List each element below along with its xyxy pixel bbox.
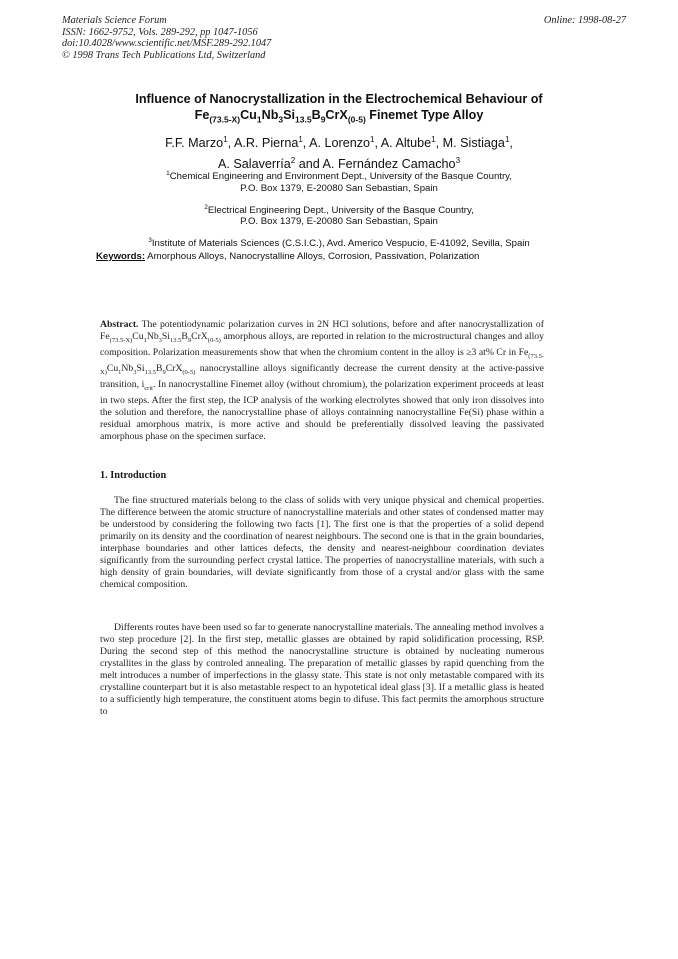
alloy-formula-inline: $Fe_{(73.5-X)}Cu_1Nb_3Si_{13.5}B_9CrX_{(0-5)}$ (100, 331, 221, 344)
journal-name: Materials Science Forum (62, 15, 167, 26)
copyright-line: © 1998 Trans Tech Publications Ltd, Switzerland (62, 49, 266, 61)
intro-paragraph-2: Differents routes have been used so far to generate nanocrystalline materials. The annealing method involves a two step procedure [2]. In the first step, metallic glasses are obtained by rapid solidification processing, RSP. During the second step of this method the nanocrystalline structure is obtained by nucleating numerous crystallites in the glass by controled annealing. The preparation of metallic glasses by rapid quenching from the melt introduces a number of imperfections in the glassy state. This state is not only metastable compared with its crystalline counterpart but it is also metastable respect to an hypotetical ideal glass [3]. If a metallic glass is heated to a sufficiently high temperature, the constituent atoms begin to difuse. This fact permits the amorphous structure to (100, 622, 544, 717)
intro-paragraph-1: The fine structured materials belong to the class of solids with very unique physical and chemical properties. The difference between the atomic structure of nanocrystalline materials and other states of condensed matter may be understood by considering the following two facts [1]. The first one is that the properties of a solid depend primarily on its density and the coordination of nearest neighbours. The second one is that in the grain boundaries, interphase boundaries and other lattices defects, the density and nearest-neighbour coordination deviates significantly from the surrounding perfect crystal lattice. The properties of nanocrystalline materials, with such a high density of grain boundaries, will deviate significantly from those of a crystal and/or glass with the same chemical composition. (100, 495, 544, 590)
alloy-formula-inline: $Fe_{(73.5-X)}Cu_1Nb_3Si_{13.5}B_9CrX_{(0-5)}$ (100, 346, 544, 376)
title-text: Influence of Nanocrystallization in the Electrochemical Behaviour of (135, 92, 543, 106)
citation-block (62, 15, 626, 61)
section-heading-introduction: 1. Introduction (100, 470, 167, 481)
affiliation-2: $^2$Electrical Engineering Dept., University of the Basque Country, P.O. Box 1379, E-20080 San Sebastian, Spain (204, 203, 474, 228)
issn-line: ISSN: 1662-9752, Vols. 289-292, pp 1047-1056 (62, 26, 258, 38)
alloy-formula: $Fe_{(73.5-X)}Cu_1Nb_3Si_{13.5}B_9CrX_{(0-5)}$ (194, 108, 366, 125)
paper-title (80, 91, 598, 128)
author-list: F.F. Marzo$^1$, A.R. Pierna$^1$, A. Lorenzo$^1$, A. Altube$^1$, M. Sistiaga$^1$, A. Salaverría$^2$ and A. Fernández Camacho$^3$ (165, 135, 513, 172)
title-suffix: Finemet Type Alloy (365, 108, 484, 122)
affiliations (60, 168, 618, 257)
affiliation-1: $^1$Chemical Engineering and Environment Dept., University of the Basque Country, P.O. Box 1379, E-20080 San Sebastian, Spain (166, 170, 512, 194)
keywords-label: Keywords: (96, 251, 146, 262)
online-date: Online: 1998-08-27 (543, 15, 626, 26)
affiliation-3: $^3$Institute of Materials Sciences (C.S.I.C.), Avd. Americo Vespucio, E-41092, Sevilla, Spain (148, 237, 530, 250)
keywords-line (96, 251, 618, 262)
abstract-paragraph: Abstract. The potentiodynamic polarization curves in 2N HCl solutions, before and after nanocrystallization of $Fe_{(73.5-X)}Cu_1Nb_3Si_{13.5}B_9CrX_{(0-5)}$ amorphous alloys, are reported in relation to the microstructural changes and alloy composition. Polarization measurements show that when the chromium content in the alloy is ≥3 at% Cr in $Fe_{(73.5-X)}Cu_1Nb_3Si_{13.5}B_9CrX_{(0-5)}$ nanocrystalline alloys significantly decrease the current density at the active-passive transition, $i_{crit}$. In nanocrystalline Finemet alloy (without chromium), the polarization experiment proceeds at least in two steps. After the first step, the ICP analysis of the working electrolytes showed that only iron dissolves into the solution and therefore, the nanocrystalline phase of alloys containning nanocrystalline Fe(Si) phase within a residual amorphous matrix, is more active and should be preferentially dissolved leaving the passivated amorphous phase on the specimen surface. (100, 319, 544, 442)
keywords-text: Amorphous Alloys, Nanocrystalline Alloys, Corrosion, Passivation, Polarization (145, 251, 480, 262)
abstract-label: Abstract. (100, 319, 139, 330)
page-header (62, 15, 626, 61)
doi-link[interactable]: doi:10.4028/www.scientific.net/MSF.289-292.1047 (62, 38, 272, 49)
